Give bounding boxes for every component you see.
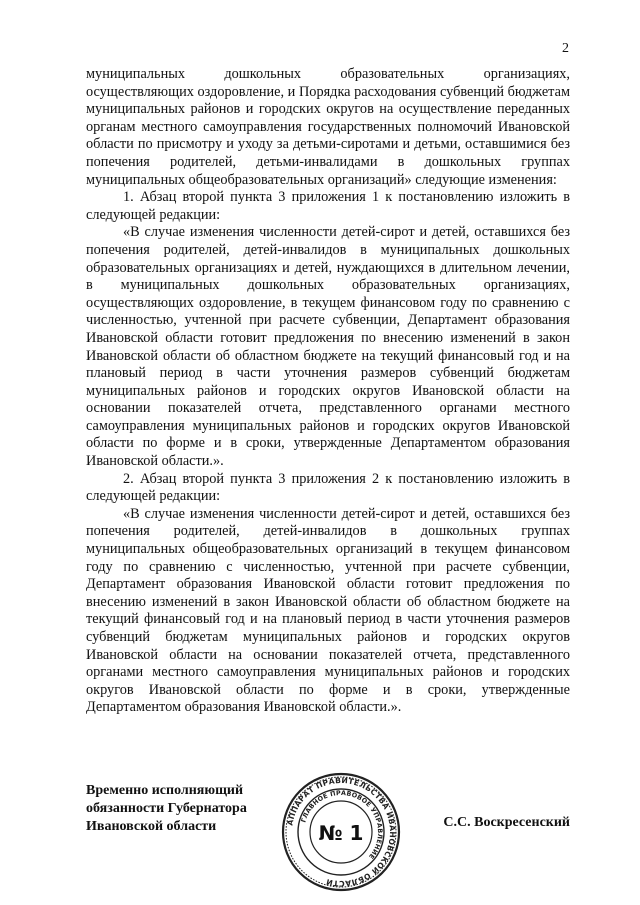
signatory-title <box>86 782 247 836</box>
svg-text:АППАРАТ ПРАВИТЕЛЬСТВА ИВАНОВСК: АППАРАТ ПРАВИТЕЛЬСТВА ИВАНОВСКОЙ ОБЛАСТИ <box>285 775 398 889</box>
signatory-name: С.С. Воскресенский <box>443 815 570 830</box>
signature-block <box>86 772 570 889</box>
page-number: 2 <box>562 41 569 56</box>
svg-text:№ 1: № 1 <box>318 821 364 845</box>
signatory-title-line: обязанности Губернатора <box>86 801 247 816</box>
intro-paragraph: муниципальных дошкольных образовательных организациях, осуществляющих оздоровление, и Порядка расходования субвенций бюджетам муниципальных районов и городских округов на осуществление переданных органам местного самоуправления государственных полномочий Ивановской области по присмотру и уходу за детьми-сиротами и детьми, оставшимися без попечения родителей, детьми-инвалидами в дошкольных группах муниципальных общеобразовательных организаций» следующие изменения: <box>86 66 570 188</box>
svg-text:ГЛАВНОЕ ПРАВОВОЕ УПРАВЛЕНИЕ: ГЛАВНОЕ ПРАВОВОЕ УПРАВЛЕНИЕ <box>299 788 385 861</box>
item2-heading: 2. Абзац второй пункта 3 приложения 2 к постановлению изложить в следующей редакции: <box>86 470 570 505</box>
document-body <box>86 66 570 717</box>
item1-heading: 1. Абзац второй пункта 3 приложения 1 к постановлению изложить в следующей редакции: <box>86 189 570 223</box>
signatory-title-line: Временно исполняющий <box>86 783 244 798</box>
item2-quote: «В случае изменения численности детей-сирот и детей, оставшихся без попечения родителей, детей-инвалидов в дошкольных группах муниципальных общеобразовательных организаций в текущем финансовом году по сравнению с численностью, учтенной при расчете субвенции, Департамент образования Ивановской области готовит предложения по внесению изменений в закон Ивановской области об областном бюджете на текущий финансовый год и на плановый период в части уточнения размеров субвенций бюджетам муниципальных районов и городских округов Ивановской области на основании показателей отчета, представленного органами местного самоуправления муниципальных районов и городских округов Ивановской области по форме и в сроки, утвержденные Департаментом образования Ивановской области.». <box>86 505 570 716</box>
signatory-title-line: Ивановской области <box>86 819 217 834</box>
official-seal-stamp <box>281 772 401 892</box>
item1-quote: «В случае изменения численности детей-сирот и детей, оставшихся без попечения родителей, детей-инвалидов в муниципальных дошкольных образовательных организациях и детей, нуждающихся в длительном лечении, в муниципальных дошкольных образовательных организациях, осуществляющих оздоровление, в текущем финансовом году по сравнению с численностью, учтенной при расчете субвенции, Департамент образования Ивановской области готовит предложения по внесению изменений в закон Ивановской области об областном бюджете на текущий финансовый год и на плановый период в части уточнения размеров субвенций бюджетам муниципальных районов и городских округов Ивановской области на основании показателей отчета, представленного органами местного самоуправления муниципальных районов и городских округов Ивановской области по форме и в сроки, утвержденные Департаментом образования Ивановской области.». <box>86 224 570 470</box>
